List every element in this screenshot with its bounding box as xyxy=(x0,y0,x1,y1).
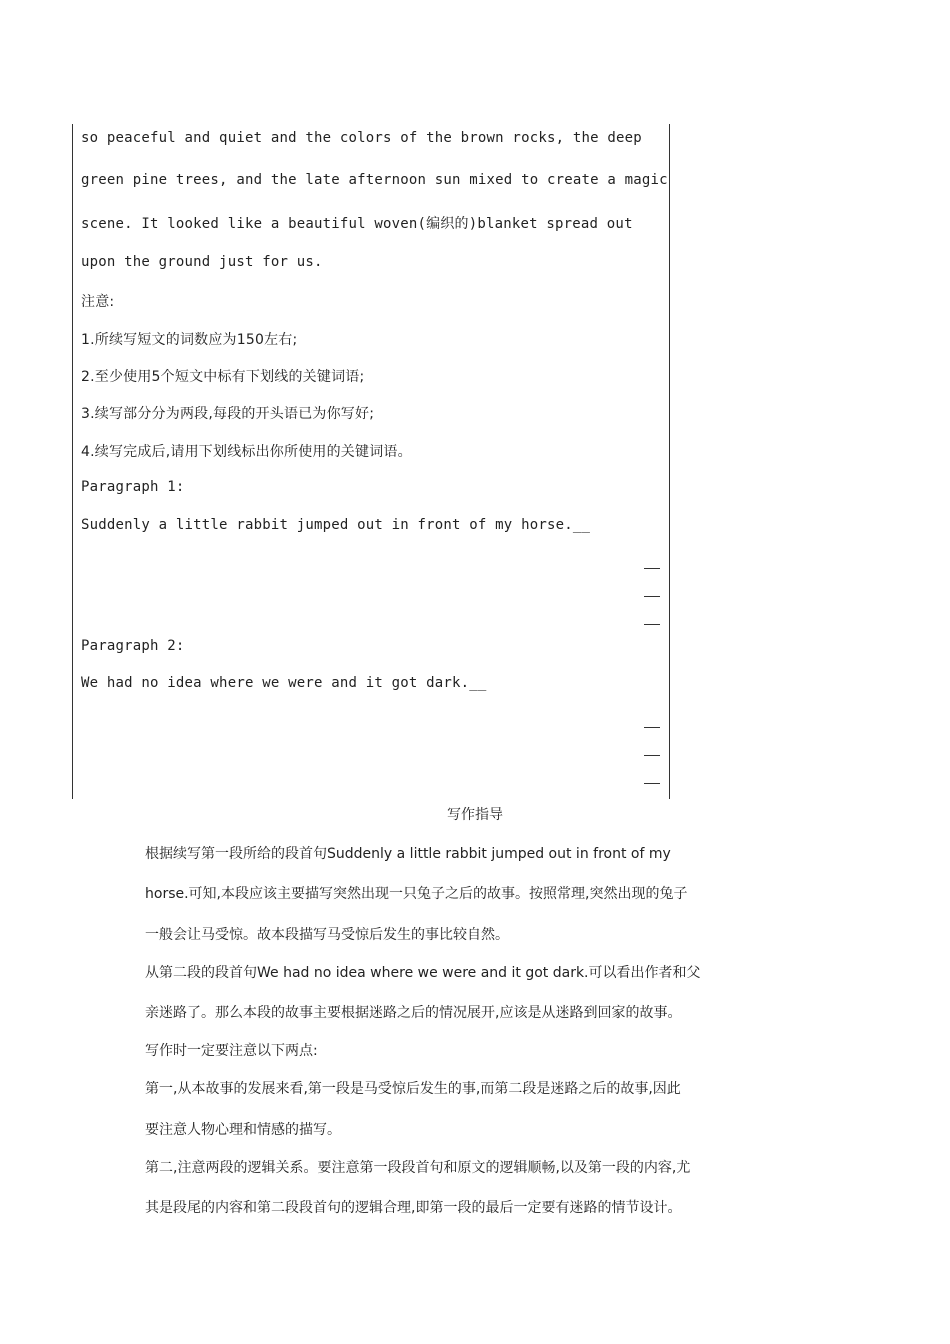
guidance-line: 第一,从本故事的发展来看,第一段是马受惊后发生的事,而第二段是迷路之后的故事,因此 xyxy=(145,1081,681,1097)
paragraph2-label: Paragraph 2: xyxy=(81,638,185,654)
note-item: 3.续写部分分为两段,每段的开头语已为你写好; xyxy=(81,406,375,422)
guidance-line: 从第二段的段首句We had no idea where we were and it got dark.可以看出作者和父 xyxy=(145,965,701,981)
answer-line[interactable] xyxy=(644,568,660,569)
guidance-line: 一般会让马受惊。故本段描写马受惊后发生的事比较自然。 xyxy=(145,927,509,943)
notes-heading: 注意: xyxy=(81,294,115,310)
guidance-line: 根据续写第一段所给的段首句Suddenly a little rabbit jumped out in front of my xyxy=(145,846,671,862)
passage-line: upon the ground just for us. xyxy=(81,254,323,270)
guidance-line: horse.可知,本段应该主要描写突然出现一只兔子之后的故事。按照常理,突然出现的兔子 xyxy=(145,886,688,902)
answer-line[interactable] xyxy=(644,596,660,597)
paragraph1-label: Paragraph 1: xyxy=(81,479,185,495)
note-item: 2.至少使用5个短文中标有下划线的关键词语; xyxy=(81,369,365,385)
guidance-line: 第二,注意两段的逻辑关系。要注意第一段段首句和原文的逻辑顺畅,以及第一段的内容,尤 xyxy=(145,1160,691,1176)
paragraph1-opening: Suddenly a little rabbit jumped out in front of my horse.__ xyxy=(81,517,591,533)
guidance-line: 亲迷路了。那么本段的故事主要根据迷路之后的情况展开,应该是从迷路到回家的故事。 xyxy=(145,1005,682,1021)
guidance-line: 其是段尾的内容和第二段段首句的逻辑合理,即第一段的最后一定要有迷路的情节设计。 xyxy=(145,1200,682,1216)
answer-line[interactable] xyxy=(644,755,660,756)
guidance-line: 要注意人物心理和情感的描写。 xyxy=(145,1122,341,1138)
note-item: 4.续写完成后,请用下划线标出你所使用的关键词语。 xyxy=(81,444,412,460)
passage-line: green pine trees, and the late afternoon sun mixed to create a magic xyxy=(81,172,668,188)
guidance-line: 写作时一定要注意以下两点: xyxy=(145,1043,318,1059)
guidance-title: 写作指导 xyxy=(447,807,503,823)
answer-line[interactable] xyxy=(644,783,660,784)
passage-line: scene. It looked like a beautiful woven(编织的)blanket spread out xyxy=(81,216,633,232)
paragraph2-opening: We had no idea where we were and it got dark.__ xyxy=(81,675,487,691)
answer-line[interactable] xyxy=(644,727,660,728)
passage-line: so peaceful and quiet and the colors of the brown rocks, the deep xyxy=(81,130,642,146)
answer-line[interactable] xyxy=(644,624,660,625)
note-item: 1.所续写短文的词数应为150左右; xyxy=(81,332,298,348)
